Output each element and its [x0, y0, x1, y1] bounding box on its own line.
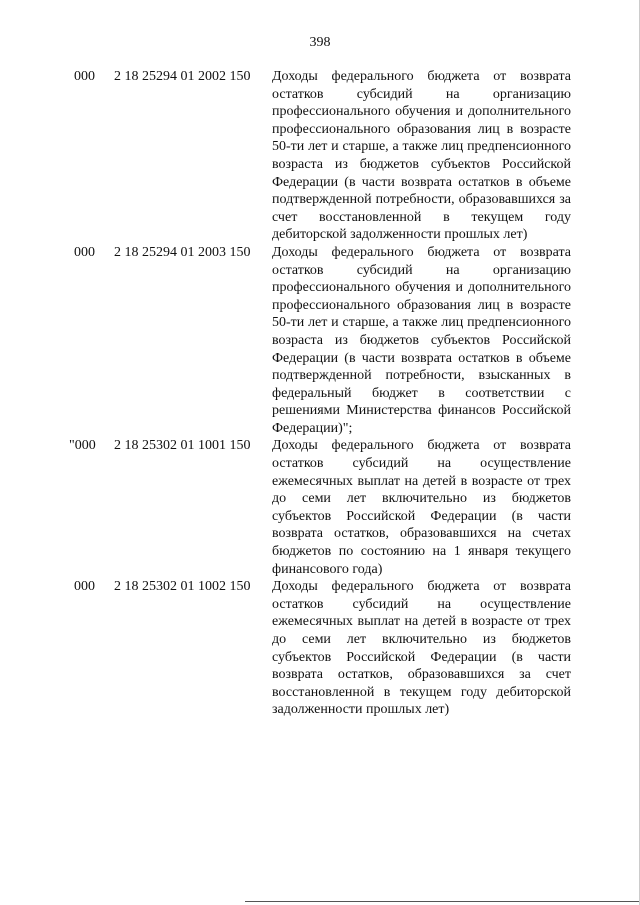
admin-code: 000 — [74, 244, 95, 260]
income-description: Доходы федерального бюджета от возврата остатков субсидий на организацию профессионального обучения и дополнительного профессионального образования лиц в возрасте 50-ти лет и старше, а также лиц предпенсионного возраста из бюджетов субъектов Российской Федерации (в части возврата остатков в объеме подтвержденной потребности, образовавшихся за счет восстановленной в текущем году дебиторской задолженности прошлых лет) — [272, 69, 571, 243]
income-description: Доходы федерального бюджета от возврата остатков субсидий на осуществление ежемесячных выплат на детей в возрасте от трех до семи лет включительно из бюджетов субъектов Российской Федерации (в части возврата остатков, образовавшихся на счетах бюджетов по состоянию на 1 января текущего финансового года) — [272, 438, 571, 577]
page-number: 398 — [309, 35, 331, 50]
income-description: Доходы федерального бюджета от возврата остатков субсидий на осуществление ежемесячных выплат на детей в возрасте от трех до семи лет включительно из бюджетов субъектов Российской Федерации (в части возврата остатков, образовавшихся за счет восстановленной в текущем году дебиторской задолженности прошлых лет) — [272, 579, 571, 718]
admin-code: "000 — [69, 438, 96, 454]
admin-code: 000 — [74, 579, 95, 595]
scan-edge-line — [245, 901, 640, 902]
income-description: Доходы федерального бюджета от возврата остатков субсидий на организацию профессионального обучения и дополнительного профессионального образования лиц в возрасте 50-ти лет и старше, а также лиц предпенсионного возраста из бюджетов субъектов Российской Федерации (в части возврата остатков в объеме подтвержденной потребности, взысканных в федеральный бюджет в соответствии с решениями Министерства финансов Российской Федерации)"; — [272, 244, 571, 436]
budget-classification-code: 2 18 25302 01 1002 150 — [114, 579, 251, 595]
table-row — [0, 68, 640, 244]
budget-classification-code: 2 18 25302 01 1001 150 — [114, 438, 251, 454]
table-row — [0, 578, 640, 719]
table-row — [0, 244, 640, 438]
budget-code-table — [0, 68, 640, 719]
admin-code: 000 — [74, 69, 95, 84]
budget-classification-code: 2 18 25294 01 2002 150 — [114, 69, 251, 84]
table-row — [0, 437, 640, 578]
budget-classification-code: 2 18 25294 01 2003 150 — [114, 244, 251, 260]
